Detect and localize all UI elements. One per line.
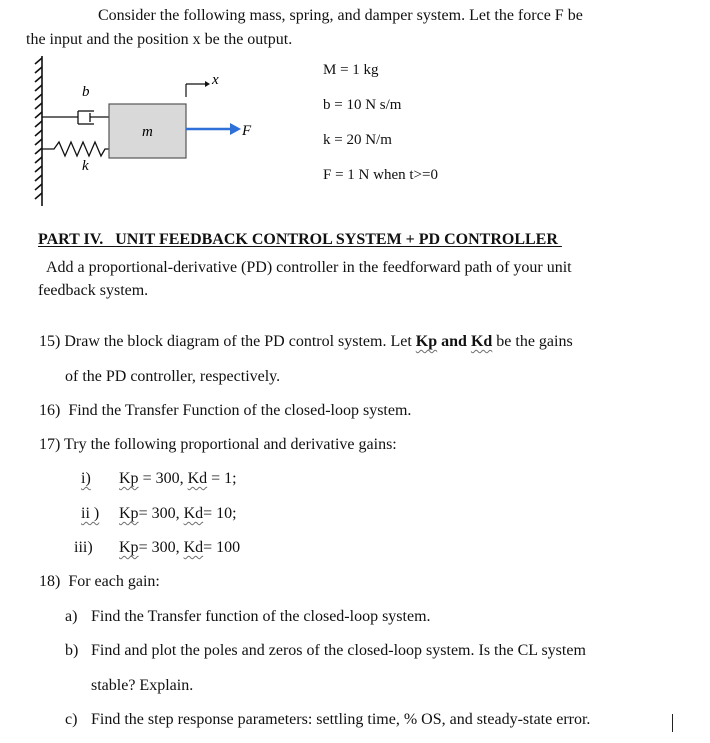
gain-label: ii )	[81, 505, 100, 522]
param-damping: b = 10 N s/m	[323, 97, 402, 113]
intro-line-2: the input and the position x be the output.	[26, 31, 293, 48]
position-arrow-head	[205, 81, 210, 87]
position-arrow	[186, 84, 205, 97]
param-force: F = 1 N when t>=0	[323, 167, 438, 183]
question-15: 15) Draw the block diagram of the PD control system. Let Kp and Kd be the gains	[39, 333, 573, 350]
gain-label: i)	[81, 470, 91, 487]
label-b: b	[82, 84, 90, 100]
q18-b-text-2: stable? Explain.	[91, 677, 194, 694]
label-F: F	[242, 123, 252, 139]
part-description-1: Add a proportional-derivative (PD) controller in the feedforward path of your unit	[46, 259, 572, 276]
q18-b-label: b)	[65, 642, 79, 659]
gain-set-2-values: Kp= 300, Kd= 10;	[119, 505, 237, 522]
question-15-line-2: of the PD controller, respectively.	[65, 368, 281, 385]
gain-set-1-values: Kp = 300, Kd = 1;	[119, 470, 237, 487]
spring	[42, 142, 109, 156]
q18-c-label: c)	[65, 711, 78, 728]
kp-symbol: Kp	[415, 333, 438, 350]
damper	[42, 111, 109, 124]
question-18: 18) For each gain:	[39, 573, 160, 590]
question-16: 16) Find the Transfer Function of the closed-loop system.	[39, 402, 412, 419]
q18-b-text-1: Find and plot the poles and zeros of the closed-loop system. Is the CL system	[91, 642, 586, 659]
label-x: x	[212, 72, 219, 88]
q18-c-text: Find the step response parameters: settling time, % OS, and steady-state error.	[91, 711, 591, 728]
param-mass: M = 1 kg	[323, 62, 379, 78]
text-cursor	[672, 714, 673, 732]
intro-line-1: Consider the following mass, spring, and damper system. Let the force F be	[98, 7, 583, 24]
question-17: 17) Try the following proportional and derivative gains:	[39, 436, 397, 453]
mass-spring-damper-diagram	[34, 56, 274, 211]
q18-a-label: a)	[65, 608, 78, 625]
gain-set-1	[81, 469, 91, 489]
label-m: m	[142, 124, 153, 140]
label-k: k	[82, 158, 89, 174]
part-heading: PART IV. UNIT FEEDBACK CONTROL SYSTEM + PD CONTROLLER	[38, 231, 562, 248]
gain-set-3	[74, 538, 93, 558]
force-arrow	[186, 123, 241, 135]
kd-symbol: Kd	[470, 333, 493, 350]
wall	[35, 56, 42, 206]
param-spring: k = 20 N/m	[323, 132, 392, 148]
gain-set-2	[81, 504, 99, 524]
q18-a-text: Find the Transfer function of the closed-loop system.	[91, 608, 431, 625]
gain-label: iii)	[74, 539, 93, 556]
question-number: 15)	[39, 333, 61, 350]
part-description-2: feedback system.	[38, 282, 149, 299]
gain-set-3-values: Kp= 300, Kd= 100	[119, 539, 241, 556]
